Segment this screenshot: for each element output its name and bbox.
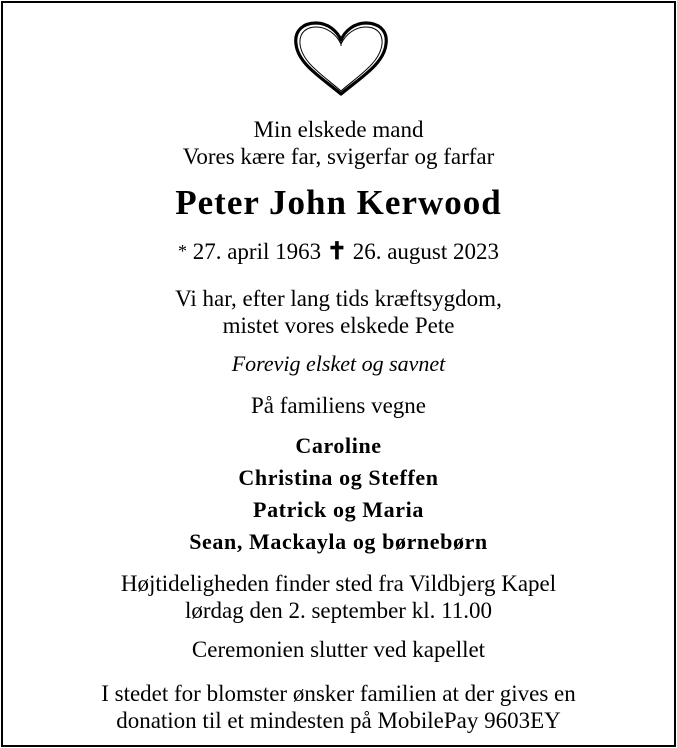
donation-line-2: donation til et mindesten på MobilePay 9603EY [116, 708, 561, 733]
family-name-2: Christina og Steffen [238, 465, 439, 490]
obituary-frame [1, 1, 676, 747]
deceased-name: Peter John Kerwood [175, 183, 502, 222]
ceremony-end: Ceremonien slutter ved kapellet [191, 637, 486, 662]
motto: Forevig elsket og savnet [231, 351, 446, 376]
on-behalf: På familiens vegne [250, 393, 426, 418]
heart-icon [292, 20, 390, 98]
donation-line-1: I stedet for blomster ønsker familien at der gives en [101, 681, 576, 706]
intro-line-2: Vores kære far, svigerfar og farfar [182, 144, 495, 169]
intro-line-1: Min elskede mand [253, 117, 424, 142]
family-name-1: Caroline [295, 433, 382, 458]
death-date: 26. august 2023 [352, 239, 500, 264]
ceremony-line-2: lørdag den 2. september kl. 11.00 [184, 598, 493, 623]
birth-date: 27. april 1963 [192, 239, 322, 264]
birth-star-icon: * [177, 241, 187, 261]
family-name-3: Patrick og Maria [253, 497, 424, 522]
family-name-4: Sean, Mackayla og børnebørn [189, 529, 488, 554]
ceremony-line-1: Højtideligheden finder sted fra Vildbjerg Kapel [120, 571, 557, 596]
life-dates [3, 237, 674, 266]
message-line-1: Vi har, efter lang tids kræftsygdom, [175, 286, 502, 311]
death-cross-icon: ✝ [326, 239, 347, 265]
message-line-2: mistet vores elskede Pete [222, 313, 455, 338]
